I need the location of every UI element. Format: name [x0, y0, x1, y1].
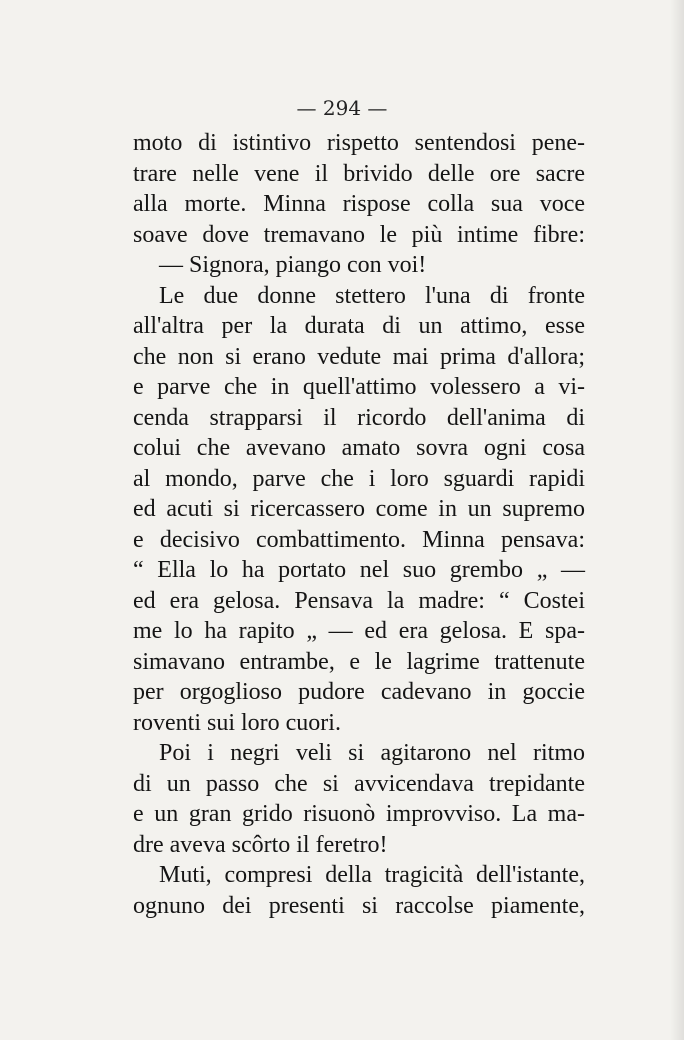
text-line: trare nelle vene il brivido delle ore sacre	[133, 160, 585, 187]
text-line: dre aveva scôrto il feretro!	[133, 831, 388, 858]
text-line: ognuno dei presenti si raccolse piamente,	[133, 892, 585, 919]
text-line: ed acuti si ricercassero come in un supremo	[133, 496, 585, 522]
text-line: e decisivo combattimento. Minna pensava:	[133, 526, 585, 553]
text-line: Muti, compresi della tragicità dell'istante,	[159, 862, 585, 888]
text-line: all'altra per la durata di un attimo, esse	[133, 313, 585, 339]
text-line: e parve che in quell'attimo volessero a vi-	[133, 374, 585, 400]
text-line: al mondo, parve che i loro sguardi rapidi	[133, 465, 585, 492]
text-line: simavano entrambe, e le lagrime trattenute	[133, 648, 585, 675]
text-line: e un gran grido risuonò improvviso. La ma-	[133, 801, 585, 827]
text-line: cenda strapparsi il ricordo dell'anima di	[133, 404, 585, 431]
page-number: — 294 —	[296, 96, 388, 120]
text-line: di un passo che si avvicendava trepidante	[133, 770, 585, 797]
text-line: Poi i negri veli si agitarono nel ritmo	[159, 740, 585, 766]
text-line: alla morte. Minna rispose colla sua voce	[133, 191, 585, 217]
text-line: che non si erano vedute mai prima d'allora;	[133, 343, 585, 370]
text-line: soave dove tremavano le più intime fibre:	[133, 221, 585, 248]
text-line: “ Ella lo ha portato nel suo grembo „ —	[133, 557, 585, 583]
text-line: ed era gelosa. Pensava la madre: “ Costei	[133, 587, 585, 614]
text-line: me lo ha rapito „ — ed era gelosa. E spa-	[133, 618, 585, 644]
page-edge-shadow	[670, 0, 684, 1040]
text-line: — Signora, piango con voi!	[159, 252, 427, 278]
text-line: moto di istintivo rispetto sentendosi pene-	[133, 130, 585, 156]
text-line: Le due donne stettero l'una di fronte	[159, 282, 585, 309]
text-line: per orgoglioso pudore cadevano in goccie	[133, 679, 585, 705]
text-line: colui che avevano amato sovra ogni cosa	[133, 435, 585, 461]
body-text	[133, 128, 585, 921]
text-line: roventi sui loro cuori.	[133, 709, 341, 736]
